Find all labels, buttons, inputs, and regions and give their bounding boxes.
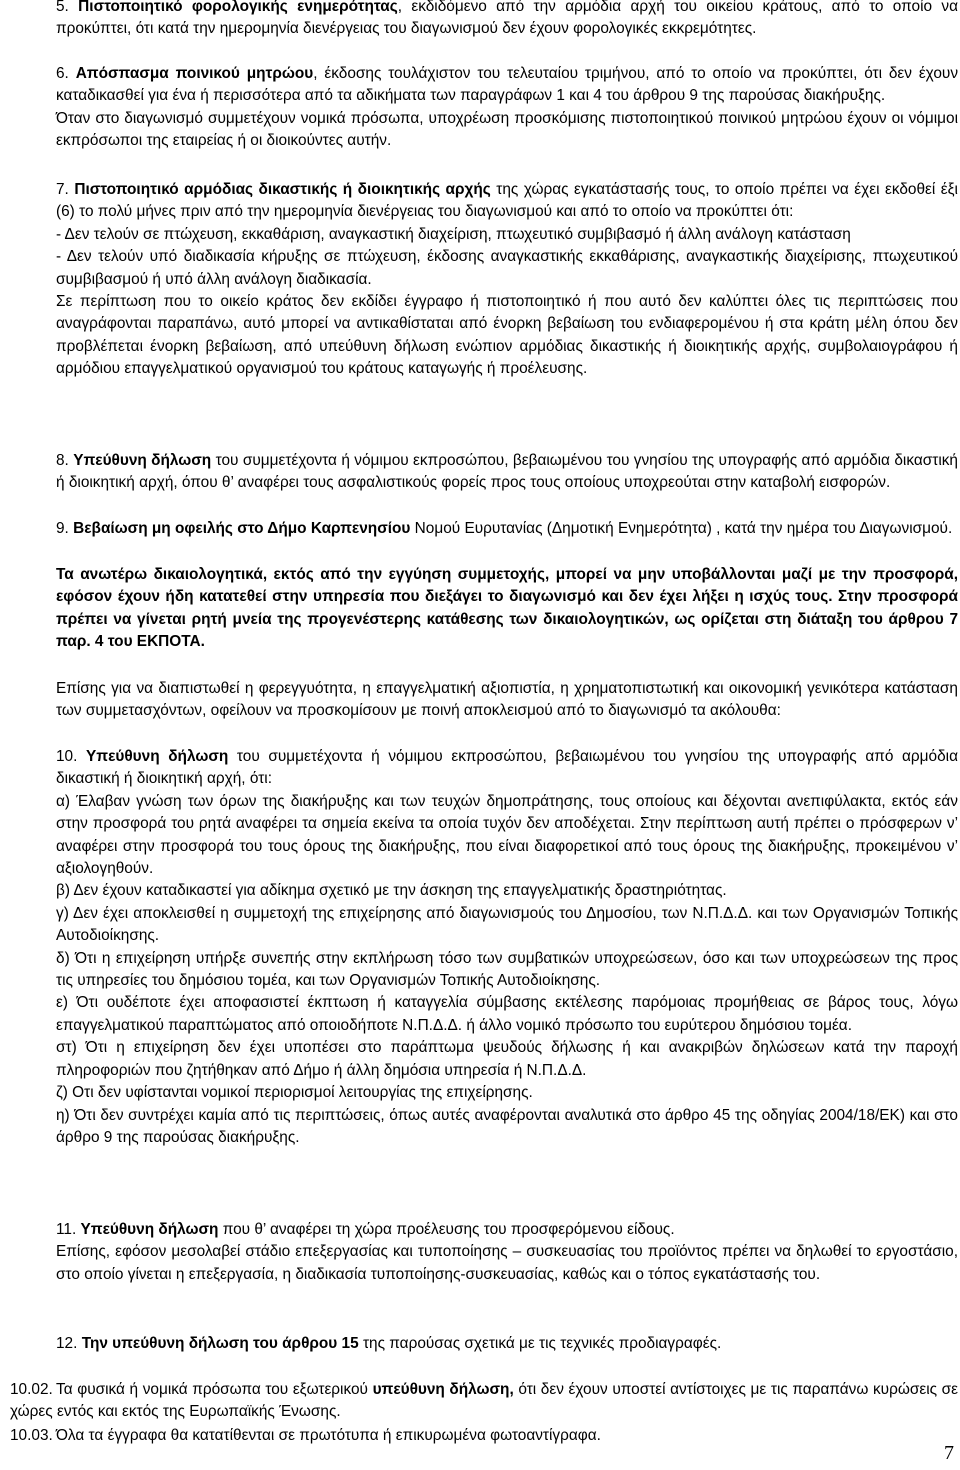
item-10-d: δ) Ότι η επιχείρηση υπήρξε συνεπής στην εκπλήρωση τόσο των συμβατικών υποχρεώσεων, όσο και των υποχρεώσεων της προς τις υπηρεσίες του δημόσιου τομέα, και των Οργανισμών Τοπικής Αυτοδιοίκησης.: [56, 949, 958, 990]
solvency-paragraph: [56, 678, 958, 723]
item-8-number: 8.: [56, 452, 69, 469]
item-12: [56, 1333, 958, 1355]
item-5: [56, 0, 958, 41]
item-10-h: η) Ότι δεν συντρέχει καμία από τις περιπτώσεις, όπως αυτές αναφέρονται αναλυτικά στο άρθρο 45 της οδηγίας 2004/18/ΕΚ) και στο άρθρο 9 της παρούσας διακήρυξης.: [56, 1106, 958, 1146]
clause-10-03-text: Όλα τα έγγραφα θα κατατίθενται σε πρωτότυπα ή επικυρωμένα φωτοαντίγραφα.: [56, 1427, 601, 1444]
item-11: [56, 1219, 958, 1286]
item-7-title: Πιστοποιητικό αρμόδιας δικαστικής ή διοικητικής αρχής: [74, 181, 491, 198]
item-11-text: που θ’ αναφέρει τη χώρα προέλευσης του προσφερόμενου είδους.: [218, 1221, 675, 1238]
item-5-number: 5.: [56, 0, 69, 15]
bold-note-paragraph: [56, 564, 958, 654]
item-6-text: , έκδοσης τουλάχιστον του τελευταίου τριμήνου, από το οποίο να προκύπτει, ότι δεν έχουν καταδικασθεί για ένα ή περισσότερα από τα αδικήματα των παραγράφων 1 και 4 του άρθρου 9 της παρούσας διακήρυξης.: [56, 65, 959, 105]
item-9: [56, 518, 958, 540]
clause-10-02: [10, 1379, 958, 1424]
item-11-title: Υπεύθυνη δήλωση: [80, 1221, 219, 1238]
item-5-text: , εκδιδόμενο από την αρμόδια αρχή του οικείου κράτους, από το οποίο να προκύπτει, ότι κατά την ημερομηνία διενέργειας του διαγωνισμού δεν έχουν φορολογικές εκκρεμότητες.: [56, 0, 958, 38]
item-6-number: 6.: [56, 65, 69, 82]
item-10-title: Υπεύθυνη δήλωση: [86, 748, 229, 765]
item-10-b: β) Δεν έχουν καταδικαστεί για αδίκημα σχετικό με την άσκηση της επαγγελματικής δραστηριότητας.: [56, 882, 727, 900]
item-10-e: ε) Ότι ουδέποτε έχει αποφασιστεί έκπτωση ή καταγγελία σύμβασης εκτέλεσης παρόμοιας προμήθειας σε βάρος τους, λόγω επαγγελματικού παραπτώματος από οποιοδήποτε Ν.Π.Δ.Δ. ή άλλο νομικό πρόσωπο του ευρύτερου δημόσιου τομέα.: [56, 994, 958, 1034]
item-10-c: γ) Δεν έχει αποκλεισθεί η συμμετοχή της επιχείρησης από διαγωνισμούς του Δημοσίου, των Ν.Π.Δ.Δ. και των Οργανισμών Τοπικής Αυτοδιοίκησης.: [56, 904, 958, 945]
item-8-text: του συμμετέχοντα ή νόμιμου εκπροσώπου, βεβαιωμένου του γνησίου της υπογραφής από αρμόδια δικαστική ή διοικητική αρχή, όπου θ’ αναφέρει τους ασφαλιστικούς φορείς προς τους οποίους υποχρεούται στην καταβολή εισφορών.: [56, 452, 958, 492]
item-7-number: 7.: [56, 181, 69, 198]
item-7-extra: Σε περίπτωση που το οικείο κράτος δεν εκδίδει έγγραφο ή πιστοποιητικό ή που αυτό δεν καλύπτει όλες τις περιπτώσεις που αναγράφονται παραπάνω, αυτό μπορεί να αντικαθίσταται από ένορκη βεβαίωση του ενδιαφερομένου ή στα κράτη μέλη όπου δεν προβλέπεται ένορκη βεβαίωση, από υπεύθυνη δήλωση ενώπιον αρμόδιας δικαστικής ή διοικητικής αρχής, συμβολαιογράφου ή αρμόδιου επαγγελματικού οργανισμού του κράτους καταγωγής ή προέλευσης.: [56, 293, 958, 378]
item-9-number: 9.: [56, 520, 69, 537]
item-10-a: α) Έλαβαν γνώση των όρων της διακήρυξης και των τευχών δημοπράτησης, τους οποίους και δέχονται ανεπιφύλακτα, εκτός εάν στην προσφορά του ρητά αναφέρει τα σημεία εκείνα τα οποία τυχόν δεν αποδέχεται. Στην περίπτωση αυτή πρέπει ο πρόσφερων ν’ αναφέρει στην προσφορά του τους όρους της διακήρυξης, που είναι διαφορετικοί από τους όρους της διακήρυξης, προκειμένου ν’ αξιολογηθούν.: [56, 792, 958, 878]
clause-10-02-number: 10.02.: [10, 1381, 53, 1398]
item-8-title: Υπεύθυνη δήλωση: [73, 452, 212, 469]
item-11-number: 11.: [56, 1221, 77, 1238]
item-10: [56, 746, 958, 1149]
item-7-dash-1: - Δεν τελούν σε πτώχευση, εκκαθάριση, αναγκαστική διαχείριση, πτωχευτικό συμβιβασμό ή άλλη ανάλογη κατάσταση: [56, 225, 851, 243]
clause-10-02-bold: υπεύθυνη δήλωση,: [372, 1381, 514, 1398]
item-11-extra: Επίσης, εφόσον μεσολαβεί στάδιο επεξεργασίας και τυποποίησης – συσκευασίας του προϊόντος πρέπει να δηλωθεί το εργοστάσιο, στο οποίο γίνεται η επεξεργασία, η διαδικασία τυποποίησης-συσκευασίας, καθώς και ο τόπος εγκατάστασής του.: [56, 1243, 958, 1283]
item-7: [56, 179, 958, 381]
item-6-title: Απόσπασμα ποινικού μητρώου: [75, 65, 314, 82]
item-7-dash-2: - Δεν τελούν υπό διαδικασία κήρυξης σε πτώχευση, έκδοσης αναγκαστικής εκκαθάρισης, αναγκαστικής διαχείρισης, πτωχευτικού συμβιβασμού ή υπό άλλη ανάλογη διαδικασία.: [56, 248, 958, 288]
item-7-text: της χώρας εγκατάστασής τους, το οποίο πρέπει να έχει εκδοθεί έξι (6) το πολύ μήνες πριν από την ημερομηνία διενέργειας του διαγωνισμού και από το οποίο να προκύπτει ότι:: [56, 181, 958, 221]
item-12-text: της παρούσας σχετικά με τις τεχνικές προδιαγραφές.: [358, 1335, 722, 1352]
solvency-text: Επίσης για να διαπιστωθεί η φερεγγυότητα, η επαγγελματική αξιοπιστία, η χρηματοπιστωτική και οικονομική γενικότερα κατάσταση των συμμετασχόντων, οφείλουν να προσκομίσουν με ποινή αποκλεισμού από το διαγωνισμό τα ακόλουθα:: [56, 680, 958, 720]
page-number: 7: [944, 1442, 954, 1464]
bold-note-text: Τα ανωτέρω δικαιολογητικά, εκτός από την εγγύηση συμμετοχής, μπορεί να μην υποβάλλονται μαζί με την προσφορά, εφόσον έχουν ήδη κατατεθεί στην υπηρεσία που διεξάγει το διαγωνισμό και δεν έχει λήξει η ισχύς τους. Στην προσφορά πρέπει να γίνεται ρητή μνεία της προγενέστερης κατάθεσης των δικαιολογητικών, ως ορίζεται στη διάταξη του άρθρου 7 παρ. 4 του ΕΚΠΟΤΑ.: [56, 566, 958, 651]
item-8: [56, 450, 958, 495]
item-9-title: Βεβαίωση μη οφειλής στο Δήμο Καρπενησίου: [73, 520, 411, 537]
item-12-title: Την υπεύθυνη δήλωση του άρθρου 15: [81, 1335, 359, 1352]
item-10-number: 10.: [56, 748, 78, 765]
clause-10-03: [10, 1425, 958, 1447]
item-10-st: στ) Ότι η επιχείρηση δεν έχει υποπέσει στο παράπτωμα ψευδούς δήλωσης ή και ανακριβών δηλώσεων κατά την παροχή πληροφοριών που ζητήθηκαν από Δήμο ή άλλη δημόσια υπηρεσία ή Ν.Π.Δ.Δ.: [56, 1039, 958, 1079]
item-6: [56, 63, 958, 153]
item-10-z: ζ) Οτι δεν υφίστανται νομικοί περιορισμοί λειτουργίας της επιχείρησης.: [56, 1084, 533, 1102]
clause-10-03-number: 10.03.: [10, 1427, 53, 1444]
item-12-number: 12.: [56, 1335, 78, 1352]
clause-10-02-post: ότι δεν έχουν υποστεί αντίστοιχες με τις παραπάνω κυρώσεις σε χώρες εντός και εκτός της Ευρωπαϊκής Ένωσης.: [10, 1381, 959, 1421]
clause-10-02-pre: Τα φυσικά ή νομικά πρόσωπα του εξωτερικού: [56, 1381, 373, 1398]
item-9-text: Νομού Ευρυτανίας (Δημοτική Ενημερότητα) , κατά την ημέρα του Διαγωνισμού.: [410, 520, 953, 537]
item-6-extra: Όταν στο διαγωνισμό συμμετέχουν νομικά πρόσωπα, υποχρέωση προσκόμισης πιστοποιητικού ποινικού μητρώου έχουν οι νόμιμοι εκπρόσωποι της εταιρείας ή οι διοικούντες αυτήν.: [56, 109, 958, 150]
item-10-text: του συμμετέχοντα ή νόμιμου εκπροσώπου, βεβαιωμένου του γνησίου της υπογραφής από αρμόδια δικαστική ή διοικητική αρχή, ότι:: [56, 748, 958, 788]
item-5-title: Πιστοποιητικό φορολογικής ενημερότητας: [78, 0, 398, 15]
